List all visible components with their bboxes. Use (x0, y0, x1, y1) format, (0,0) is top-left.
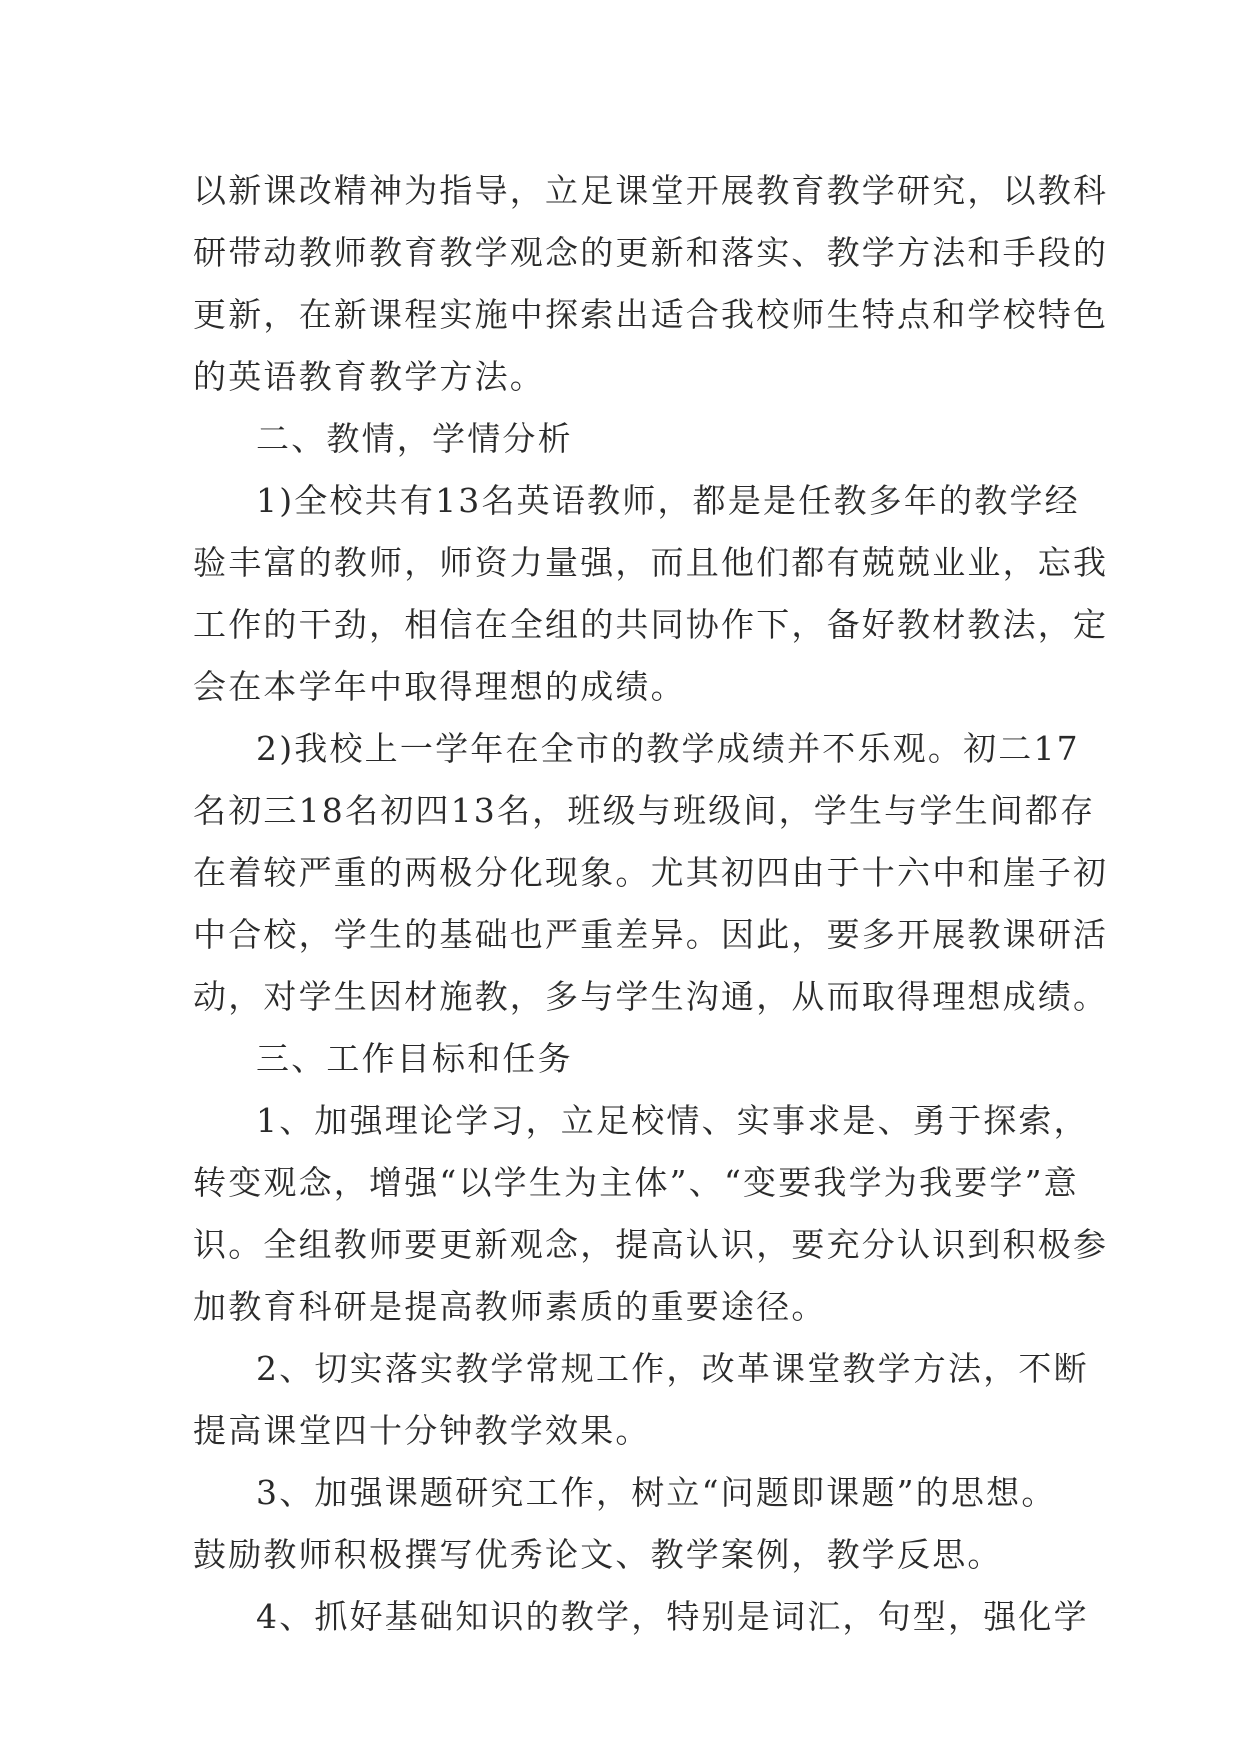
text-line: 2)我校上一学年在全市的教学成绩并不乐观。初二17 (256, 729, 1080, 768)
text-line: 加教育科研是提高教师素质的重要途径。 (193, 1287, 827, 1326)
text-line: 识。全组教师要更新观念，提高认识，要充分认识到积极参 (193, 1225, 1109, 1264)
text-line: 鼓励教师积极撰写优秀论文、教学案例，教学反思。 (193, 1535, 1003, 1574)
text-line: 研带动教师教育教学观念的更新和落实、教学方法和手段的 (193, 233, 1109, 272)
text-line: 1)全校共有13名英语教师，都是是任教多年的教学经 (256, 481, 1080, 520)
text-line: 工作的干劲，相信在全组的共同协作下，备好教材教法，定 (193, 605, 1109, 644)
text-line: 2、切实落实教学常规工作，改革课堂教学方法，不断 (256, 1349, 1089, 1388)
text-line: 转变观念，增强“以学生为主体”、“变要我学为我要学”意 (193, 1163, 1079, 1202)
text-line: 提高课堂四十分钟教学效果。 (193, 1411, 651, 1450)
text-line: 更新，在新课程实施中探索出适合我校师生特点和学校特色 (193, 295, 1109, 334)
text-line: 在着较严重的两极分化现象。尤其初四由于十六中和崖子初 (193, 853, 1109, 892)
text-line: 以新课改精神为指导，立足课堂开展教育教学研究，以教科 (193, 171, 1109, 210)
text-line: 中合校，学生的基础也严重差异。因此，要多开展教课研活 (193, 915, 1109, 954)
text-line: 动，对学生因材施教，多与学生沟通，从而取得理想成绩。 (193, 977, 1109, 1016)
text-line: 的英语教育教学方法。 (193, 357, 545, 396)
text-line: 验丰富的教师，师资力量强，而且他们都有兢兢业业，忘我 (193, 543, 1109, 582)
section-heading: 三、工作目标和任务 (256, 1039, 573, 1078)
text-line: 会在本学年中取得理想的成绩。 (193, 667, 686, 706)
text-line: 1、加强理论学习，立足校情、实事求是、勇于探索， (256, 1101, 1089, 1140)
section-heading: 二、教情，学情分析 (256, 419, 573, 458)
text-line: 4、抓好基础知识的教学，特别是词汇，句型，强化学 (256, 1597, 1089, 1636)
text-line: 3、加强课题研究工作，树立“问题即课题”的思想。 (256, 1473, 1057, 1512)
text-line: 名初三18名初四13名，班级与班级间，学生与学生间都存 (193, 791, 1096, 830)
document-body (193, 160, 1109, 1648)
